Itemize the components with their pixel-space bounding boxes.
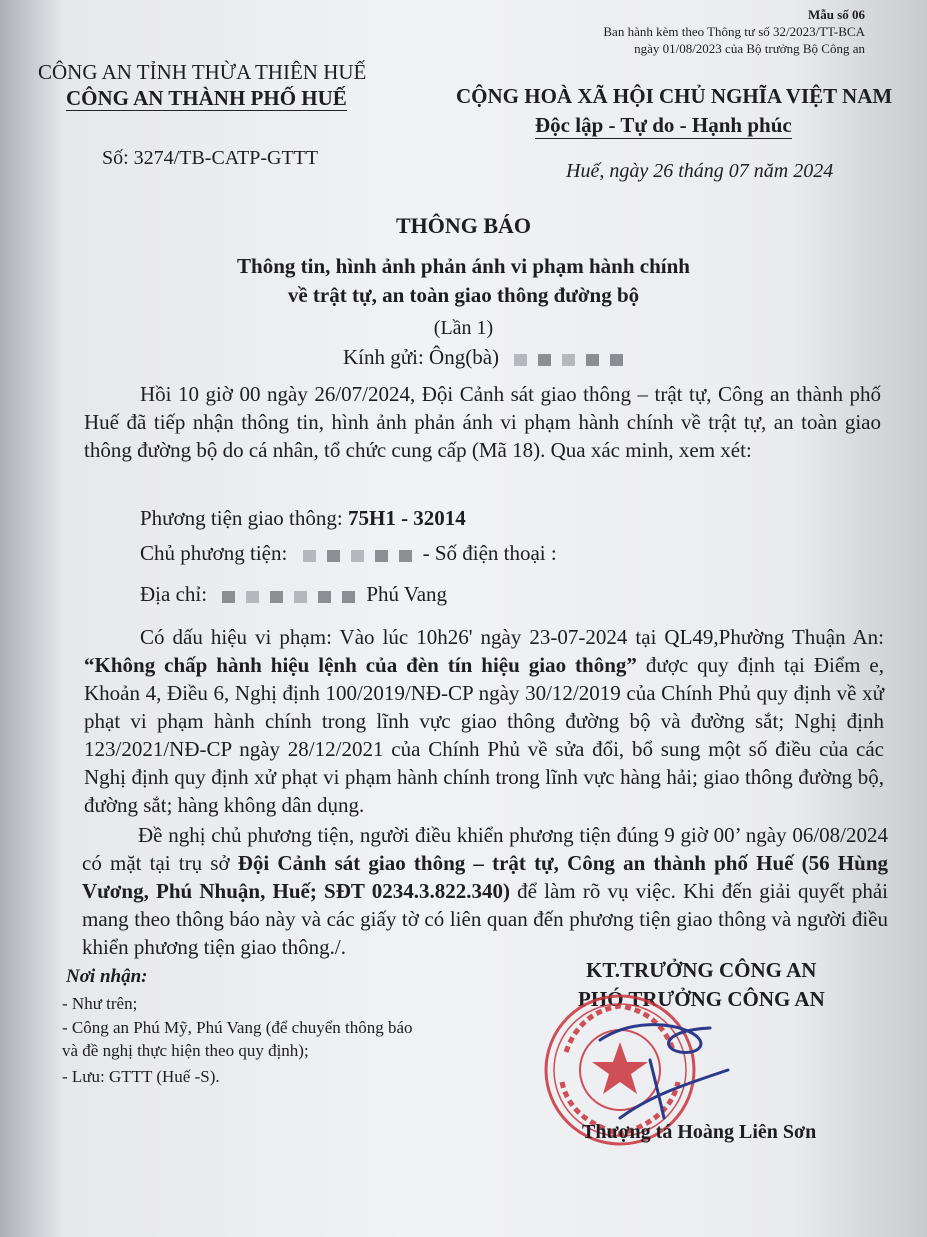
form-number: Mẫu số 06 — [807, 7, 865, 22]
violation-legal-basis: được quy định tại Điểm e, Khoản 4, Điều 6, Nghị định 100/2019/NĐ-CP ngày 30/12/2019 của Chính Phủ quy định về xử phạt vi phạm hành chính trong lĩnh vực giao thông đường bộ và đường sắt; Nghị định 123/2021/NĐ-CP ngày 28/12/2021 của Chính Phủ về sửa đổi, bổ sung một số điều của các Nghị định quy định xử phạt vi phạm hành chính trong lĩnh vực hàng hải; giao thông đường bộ, đường sắt; hàng không dân dụng. — [84, 653, 885, 817]
national-title: CỘNG HOÀ XÃ HỘI CHỦ NGHĨA VIỆT NAM — [456, 84, 893, 108]
document-number: Số: 3274/TB-CATP-GTTT — [102, 147, 319, 169]
signer-name: Thượng tá Hoàng Liên Sơn — [582, 1121, 817, 1143]
request-prefix: Đề nghị chủ phương tiện, người điều khiển phương tiện đúng 9 giờ 00’ ngày 06/08/2024 có mặt tại trụ sở — [82, 823, 888, 875]
recipient-label: Kính gửi: Ông(bà) — [343, 345, 500, 369]
handwritten-signature — [560, 1000, 740, 1130]
national-motto: Độc lập - Tự do - Hạnh phúc — [535, 113, 792, 137]
form-issued-with: Ban hành kèm theo Thông tư số 32/2023/TT-BCA — [603, 24, 865, 39]
intro-paragraph: Hồi 10 giờ 00 ngày 26/07/2024, Đội Cảnh sát giao thông – trật tự, Công an thành phố Huế đã tiếp nhận thông tin, hình ảnh phản ánh vi phạm hành chính về trật tự, an toàn giao thông đường bộ do cá nhân, tổ chức cung cấp (Mã 18). Qua xác minh, xem xét: — [84, 382, 881, 462]
notice-attempt: (Lần 1) — [433, 317, 494, 339]
recipient-line — [343, 345, 634, 372]
redacted-owner — [303, 543, 423, 568]
phone-label: - Số điện thoại : — [422, 541, 557, 565]
redacted-name — [514, 347, 634, 372]
signature-authority: KT.TRƯỞNG CÔNG AN — [586, 958, 817, 982]
form-reference — [603, 6, 865, 57]
vehicle-line — [140, 506, 466, 531]
issuing-agency — [66, 86, 347, 111]
vehicle-plate: 75H1 - 32014 — [347, 506, 466, 530]
parent-agency: CÔNG AN TỈNH THỪA THIÊN HUẾ — [38, 60, 367, 84]
address-district: Phú Vang — [366, 582, 448, 606]
violation-paragraph — [84, 623, 884, 819]
redacted-address — [222, 584, 366, 609]
receiver-item: và đề nghị thực hiện theo quy định); — [62, 1041, 309, 1060]
request-office: Đội Cảnh sát giao thông – trật tự, Công an thành phố Huế (56 Hùng Vương, Phú Nhuận, Huế; SĐT 0234.3.822.340) — [82, 851, 888, 903]
violation-description: “Không chấp hành hiệu lệnh của đèn tín hiệu giao thông” — [84, 653, 637, 677]
form-issued-date: ngày 01/08/2023 của Bộ trưởng Bộ Công an — [634, 41, 865, 56]
document-title: THÔNG BÁO — [395, 213, 532, 238]
receivers-heading: Nơi nhận: — [66, 966, 148, 987]
vehicle-label: Phương tiện giao thông: — [140, 506, 348, 530]
receiver-item: - Công an Phú Mỹ, Phú Vang (để chuyển thông báo — [62, 1018, 413, 1037]
document-subtitle-1: Thông tin, hình ảnh phản ánh vi phạm hành chính — [237, 254, 690, 278]
request-suffix: để làm rõ vụ việc. Khi đến giải quyết phải mang theo thông báo này và các giấy tờ có liên quan đến phương tiện giao thông và người điều khiển phương tiện giao thông./. — [82, 879, 888, 959]
issuing-agency-name: CÔNG AN THÀNH PHỐ HUẾ — [66, 86, 347, 110]
owner-label: Chủ phương tiện: — [140, 541, 288, 565]
signature-position: PHÓ TRƯỞNG CÔNG AN — [578, 987, 825, 1011]
request-paragraph — [82, 821, 888, 961]
violation-prefix: Có dấu hiệu vi phạm: Vào lúc 10h26' ngày 23-07-2024 tại QL49,Phường Thuận An: — [140, 625, 884, 649]
place-date: Huế, ngày 26 tháng 07 năm 2024 — [566, 160, 834, 182]
receiver-item: - Lưu: GTTT (Huế -S). — [62, 1067, 220, 1086]
document-subtitle-2: về trật tự, an toàn giao thông đường bộ — [287, 283, 640, 307]
receiver-item: - Như trên; — [62, 994, 138, 1013]
address-line — [140, 582, 447, 609]
owner-line — [140, 541, 557, 568]
address-label: Địa chỉ: — [140, 582, 208, 606]
